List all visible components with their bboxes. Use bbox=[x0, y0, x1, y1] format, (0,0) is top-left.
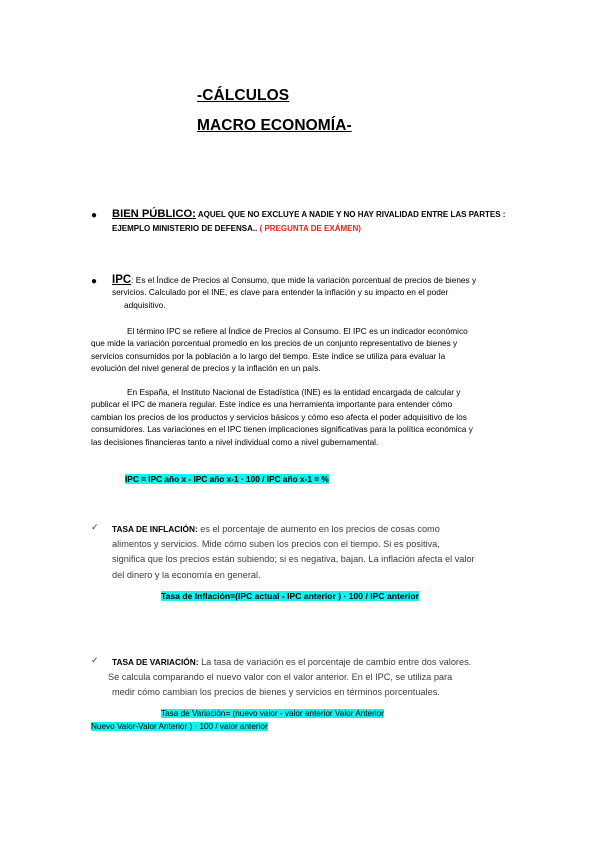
ipc-para2-line: consumidores. Las variaciones en el IPC tienen implicaciones significativas para la política económica y bbox=[91, 424, 473, 435]
checkmark-icon: ✓ bbox=[91, 655, 99, 665]
exam-question-note: ( PREGUNTA DE EXÁMEN) bbox=[259, 224, 361, 234]
bien-publico-text-line2: EJEMPLO MINISTERIO DE DEFENSA.. bbox=[112, 224, 260, 234]
ipc-para2-line: las decisiones financieras tanto a nivel individual como a nivel gubernamental. bbox=[91, 436, 379, 447]
tasa-variacion-line2: Se calcula comparando el nuevo valor con el valor anterior. En el IPC, se utiliza para bbox=[108, 672, 453, 683]
tasa-inflacion-line3: significa que los precios están subiendo; si es negativa, bajan. La inflación afecta el valor bbox=[112, 554, 475, 565]
bien-publico-block bbox=[112, 208, 532, 236]
title-calculos: -CÁLCULOS bbox=[197, 87, 290, 104]
checkmark-icon: ✓ bbox=[91, 522, 99, 532]
tasa-variacion-formula bbox=[91, 708, 384, 733]
tasa-variacion-formula-line2: Nuevo Valor-Valor Anterior ) · 100 / valor anterior bbox=[91, 721, 268, 731]
tasa-inflacion-line1: es el porcentaje de aumento en los precios de cosas como bbox=[197, 524, 440, 534]
tasa-variacion-block bbox=[108, 655, 522, 701]
tasa-inflacion-heading: TASA DE INFLACIÓN: bbox=[112, 524, 198, 534]
ipc-heading: IPC bbox=[112, 274, 132, 286]
tasa-inflacion-formula bbox=[161, 591, 419, 601]
ipc-para2-line: cambian los precios de los productos y servicios básicos y cómo eso afecta el poder adquisitivo de los bbox=[91, 411, 467, 422]
ipc-formula-text: IPC = IPC año x - IPC año x-1 · 100 / IPC año x-1 = % bbox=[125, 474, 329, 484]
bien-publico-heading: BIEN PÚBLICO: bbox=[112, 208, 196, 220]
tasa-inflacion-line2: alimentos y servicios. Mide cómo suben los precios con el tiempo. Si es positiva, bbox=[112, 539, 440, 550]
tasa-variacion-heading: TASA DE VARIACIÓN: bbox=[112, 657, 199, 667]
ipc-paragraph-2 bbox=[91, 386, 521, 448]
ipc-formula bbox=[125, 474, 329, 484]
bullet-dot-icon: ● bbox=[91, 210, 98, 221]
ipc-intro-line3: adquisitivo. bbox=[124, 299, 166, 310]
tasa-inflacion-line4: del dinero y la economía en general. bbox=[112, 569, 261, 580]
ipc-intro-line2: servicios. Calculado por el INE, es clave para entender la inflación y su impacto en el poder bbox=[112, 287, 449, 298]
ipc-para1-line: evolución del nivel general de precios y la inflación en un país. bbox=[91, 363, 321, 374]
ipc-para2-line: publicar el IPC de manera regular. Este índice es una herramienta importante para entender cómo bbox=[91, 399, 453, 410]
ipc-para1-line: El término IPC se refiere al Índice de Precios al Consumo. El IPC es un indicador económico bbox=[127, 326, 468, 336]
ipc-para1-line: que mide la variación porcentual promedio en los precios de un conjunto representativo de bienes y bbox=[91, 338, 458, 349]
bullet-dot-icon: ● bbox=[91, 276, 98, 287]
ipc-para1-line: servicios consumidos por la población a lo largo del tiempo. Este índice se utiliza para evaluar la bbox=[91, 350, 446, 361]
tasa-variacion-formula-line1: Tasa de Variación= (nuevo valor - valor anterior Valor Anterior bbox=[161, 709, 384, 718]
ipc-para2-line: En España, el Instituto Nacional de Estadística (INE) es la entidad encargada de calcular y bbox=[127, 387, 461, 397]
bien-publico-text-line1: AQUEL QUE NO EXCLUYE A NADIE Y NO HAY RIVALIDAD ENTRE LAS PARTES : bbox=[195, 210, 506, 219]
ipc-intro bbox=[112, 274, 522, 311]
ipc-paragraph-1 bbox=[91, 325, 521, 375]
tasa-variacion-line3: medir cómo cambian los precios de bienes y servicios en términos porcentuales. bbox=[112, 687, 440, 698]
tasa-inflacion-formula-text: Tasa de Inflación=(IPC actual - IPC anterior ) · 100 / IPC anterior bbox=[161, 591, 419, 601]
title-macroeconomia: MACRO ECONOMÍA- bbox=[197, 117, 352, 134]
ipc-intro-line1: : Es el Índice de Precios al Consumo, que mide la variación porcentual de precios de bienes y bbox=[131, 275, 477, 285]
tasa-variacion-line1: La tasa de variación es el porcentaje de cambio entre dos valores. bbox=[198, 657, 472, 667]
tasa-inflacion-block bbox=[112, 522, 522, 583]
